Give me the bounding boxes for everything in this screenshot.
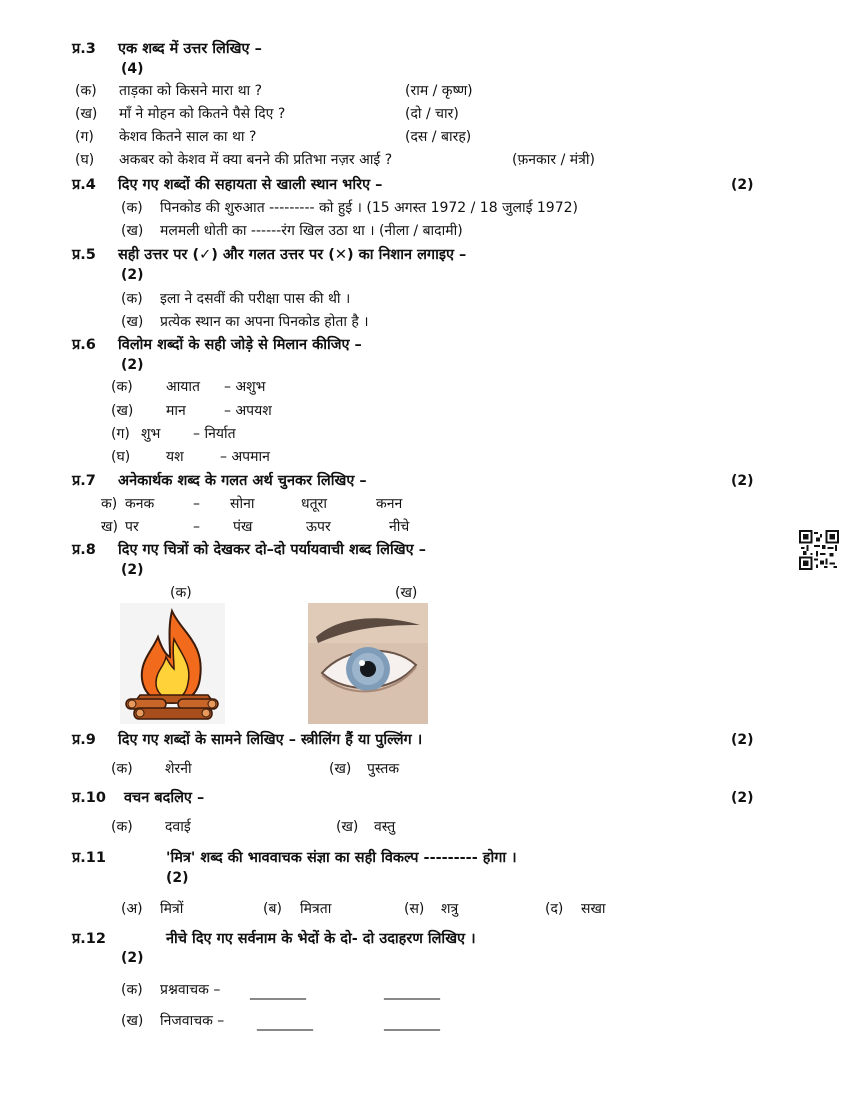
q12-item-label: (क) xyxy=(121,982,143,998)
q6-item-match: – निर्यात xyxy=(193,426,236,442)
qr-code-image xyxy=(799,530,839,570)
q3-marks: (4) xyxy=(121,61,144,77)
q3-item-text: अकबर को केशव में क्या बनने की प्रतिभा नज़र आई ? xyxy=(119,152,393,168)
q12-answer-blank: ________ xyxy=(250,984,306,1000)
q6-item-match: – अशुभ xyxy=(224,379,266,395)
q4-title: दिए गए शब्दों की सहायता से खाली स्थान भरिए – xyxy=(118,177,383,193)
q5-number: प्र.5 xyxy=(72,247,96,263)
q7-option: सोना xyxy=(230,496,255,512)
q4-number: प्र.4 xyxy=(72,177,96,193)
q10-marks: (2) xyxy=(731,790,754,806)
bonfire-image xyxy=(120,603,225,724)
q9-item-label: (ख) xyxy=(329,761,352,777)
q3-title: एक शब्द में उत्तर लिखिए – xyxy=(118,41,262,57)
q3-item-options: (फ़नकार / मंत्री) xyxy=(512,152,595,168)
q12-answer-blank: ________ xyxy=(384,1015,440,1031)
q11-option-text: मित्रों xyxy=(160,901,184,917)
q5-item-text: प्रत्येक स्थान का अपना पिनकोड होता है । xyxy=(160,314,369,330)
q6-item-word: आयात xyxy=(166,379,201,395)
q11-number: प्र.11 xyxy=(72,850,106,866)
q5-item-text: इला ने दसवीं की परीक्षा पास की थी । xyxy=(160,291,351,307)
eye-image xyxy=(308,603,428,724)
q6-item-label: (क) xyxy=(111,379,133,395)
q6-number: प्र.6 xyxy=(72,337,96,353)
q8-image-label: (क) xyxy=(170,585,192,601)
q11-option-text: शत्रु xyxy=(441,901,459,917)
q3-item-label: (ख) xyxy=(75,106,98,122)
q12-item-label: (ख) xyxy=(121,1013,144,1029)
q6-item-label: (ख) xyxy=(111,403,134,419)
q7-option: धतूरा xyxy=(301,496,327,512)
q11-option-text: सखा xyxy=(581,901,606,917)
q12-title: नीचे दिए गए सर्वनाम के भेदों के दो- दो उदाहरण लिखिए । xyxy=(166,931,476,947)
q10-item-text: वस्तु xyxy=(374,819,396,835)
q10-item-label: (ख) xyxy=(336,819,359,835)
q5-item-label: (ख) xyxy=(121,314,144,330)
q6-item-word: मान xyxy=(166,403,186,419)
q10-item-label: (क) xyxy=(111,819,133,835)
q7-item-label: ख) xyxy=(101,519,118,535)
q10-number: प्र.10 xyxy=(72,790,106,806)
q8-marks: (2) xyxy=(121,562,144,578)
q5-title: सही उत्तर पर (✓) और गलत उत्तर पर (✕) का निशान लगाइए – xyxy=(118,247,467,263)
q6-item-label: (ग) xyxy=(111,426,130,442)
q3-item-label: (घ) xyxy=(75,152,95,168)
q7-option: ऊपर xyxy=(306,519,331,535)
q6-item-word: शुभ xyxy=(141,426,161,442)
q9-number: प्र.9 xyxy=(72,732,96,748)
q4-item-label: (ख) xyxy=(121,223,144,239)
q7-title: अनेकार्थक शब्द के गलत अर्थ चुनकर लिखिए – xyxy=(118,473,367,489)
q12-answer-blank: ________ xyxy=(257,1015,313,1031)
q3-item-label: (क) xyxy=(75,83,97,99)
q3-item-options: (दस / बारह) xyxy=(405,129,472,145)
q7-item-word: पर xyxy=(125,519,139,535)
q3-item-label: (ग) xyxy=(75,129,94,145)
q7-marks: (2) xyxy=(731,473,754,489)
q3-item-options: (राम / कृष्ण) xyxy=(405,83,473,99)
q7-item-dash: – xyxy=(193,496,200,512)
q11-option-label: (स) xyxy=(404,901,425,917)
q6-item-match: – अपयश xyxy=(224,403,272,419)
q12-item-text: प्रश्नवाचक – xyxy=(160,982,221,998)
q6-title: विलोम शब्दों के सही जोड़े से मिलान कीजिए – xyxy=(118,337,362,353)
q9-item-label: (क) xyxy=(111,761,133,777)
q6-item-word: यश xyxy=(166,449,184,465)
q12-marks: (2) xyxy=(121,950,144,966)
q8-image-label: (ख) xyxy=(395,585,418,601)
q7-option: नीचे xyxy=(389,519,410,535)
q3-number: प्र.3 xyxy=(72,41,96,57)
q6-marks: (2) xyxy=(121,357,144,373)
q5-marks: (2) xyxy=(121,267,144,283)
q7-item-word: कनक xyxy=(125,496,155,512)
q10-title: वचन बदलिए – xyxy=(124,790,205,806)
q7-item-dash: – xyxy=(193,519,200,535)
q9-item-text: शेरनी xyxy=(165,761,192,777)
q8-number: प्र.8 xyxy=(72,542,96,558)
q11-option-label: (अ) xyxy=(121,901,143,917)
q4-item-text: पिनकोड की शुरुआत --------- को हुई । (15 अगस्त 1972 / 18 जुलाई 1972) xyxy=(160,200,578,216)
q4-item-label: (क) xyxy=(121,200,143,216)
q9-title: दिए गए शब्दों के सामने लिखिए – स्त्रीलिंग हैं या पुल्लिंग । xyxy=(118,732,423,748)
q7-option: पंख xyxy=(233,519,253,535)
q8-title: दिए गए चित्रों को देखकर दो–दो पर्यायवाची शब्द लिखिए – xyxy=(118,542,426,558)
q6-item-match: – अपमान xyxy=(220,449,270,465)
q11-option-text: मित्रता xyxy=(300,901,332,917)
q4-marks: (2) xyxy=(731,177,754,193)
q4-item-text: मलमली धोती का ------रंग खिल उठा था । (नीला / बादामी) xyxy=(160,223,463,239)
q3-item-text: ताड़का को किसने मारा था ? xyxy=(119,83,263,99)
q11-option-label: (द) xyxy=(545,901,564,917)
q3-item-text: माँ ने मोहन को कितने पैसे दिए ? xyxy=(119,106,286,122)
q11-title: 'मित्र' शब्द की भाववाचक संज्ञा का सही विकल्प --------- होगा । xyxy=(166,850,517,866)
q11-option-label: (ब) xyxy=(263,901,282,917)
q5-item-label: (क) xyxy=(121,291,143,307)
q12-item-text: निजवाचक – xyxy=(160,1013,225,1029)
q6-item-label: (घ) xyxy=(111,449,131,465)
q9-item-text: पुस्तक xyxy=(367,761,400,777)
q7-number: प्र.7 xyxy=(72,473,96,489)
q9-marks: (2) xyxy=(731,732,754,748)
q7-item-label: क) xyxy=(101,496,118,512)
q3-item-options: (दो / चार) xyxy=(405,106,459,122)
q7-option: कनन xyxy=(376,496,403,512)
q12-answer-blank: ________ xyxy=(384,984,440,1000)
q3-item-text: केशव कितने साल का था ? xyxy=(119,129,257,145)
q10-item-text: दवाई xyxy=(165,819,191,835)
q12-number: प्र.12 xyxy=(72,931,106,947)
q11-marks: (2) xyxy=(166,870,189,886)
